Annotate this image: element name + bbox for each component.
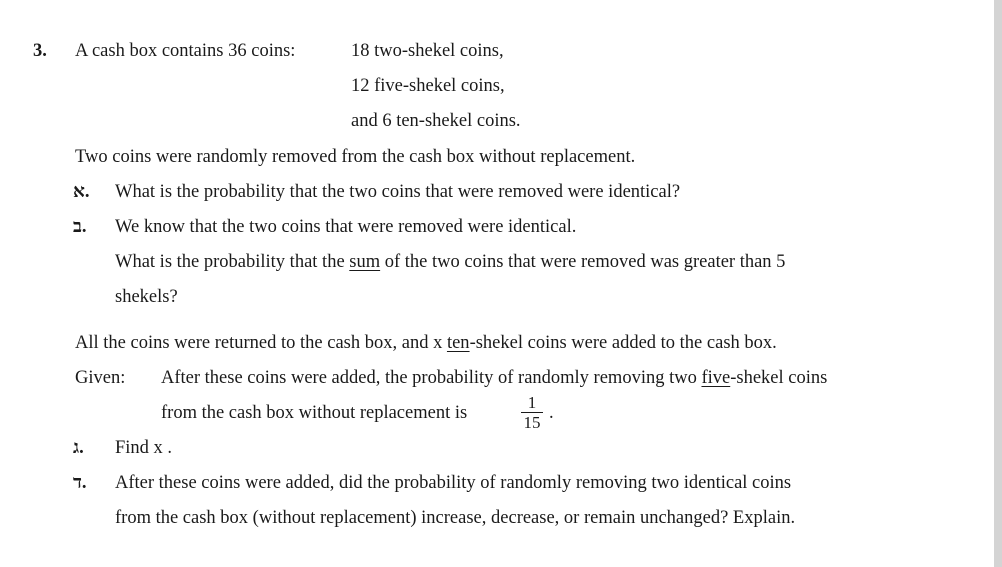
probability-fraction [521, 394, 543, 431]
return-post: -shekel coins were added to the cash box. [469, 333, 777, 353]
given-five-underlined: five [701, 368, 731, 388]
given-line1-post: -shekel coins [730, 368, 828, 388]
fraction-numerator: 1 [521, 394, 543, 413]
question-intro: A cash box contains 36 coins: [75, 41, 296, 61]
question-number: 3. [33, 41, 47, 61]
part-b-line2-pre: What is the probability that the [115, 252, 350, 272]
return-statement [75, 332, 777, 354]
draw-statement: Two coins were randomly removed from the cash box without replacement. [75, 147, 636, 167]
given-line1-pre: After these coins were added, the probability of randomly removing two [161, 368, 702, 388]
part-b-line1: We know that the two coins that were removed were identical. [115, 217, 577, 237]
fraction-denominator: 15 [523, 413, 541, 432]
part-a-text: What is the probability that the two coins that were removed were identical? [115, 182, 681, 202]
part-b-sum-underlined: sum [349, 252, 381, 272]
part-a-label: א. [73, 182, 90, 202]
coin-line-ten-shekel: and 6 ten-shekel coins. [351, 111, 521, 131]
part-c-text: Find x . [115, 438, 173, 458]
page-edge-scrollbar [994, 0, 1002, 567]
part-b-line2-post: of the two coins that were removed was greater than 5 [380, 252, 786, 272]
given-line1 [161, 367, 827, 389]
part-d-line2: from the cash box (without replacement) increase, decrease, or remain unchanged? Explain. [115, 508, 796, 528]
given-label: Given: [75, 368, 126, 388]
return-pre: All the coins were returned to the cash box, and x [75, 333, 447, 353]
coin-line-five-shekel: 12 five-shekel coins, [351, 76, 505, 96]
coin-line-two-shekel: 18 two-shekel coins, [351, 41, 504, 61]
part-c-label: ג. [73, 438, 84, 458]
part-b-line3: shekels? [115, 287, 178, 307]
part-d-line1: After these coins were added, did the probability of randomly removing two identical coins [115, 473, 792, 493]
given-line2: from the cash box without replacement is [161, 403, 468, 423]
part-b-line2 [115, 251, 785, 273]
part-b-label: ב. [73, 217, 87, 237]
part-d-label: ד. [73, 473, 87, 493]
return-ten-underlined: ten [446, 333, 470, 353]
given-line2-period: . [549, 403, 554, 423]
